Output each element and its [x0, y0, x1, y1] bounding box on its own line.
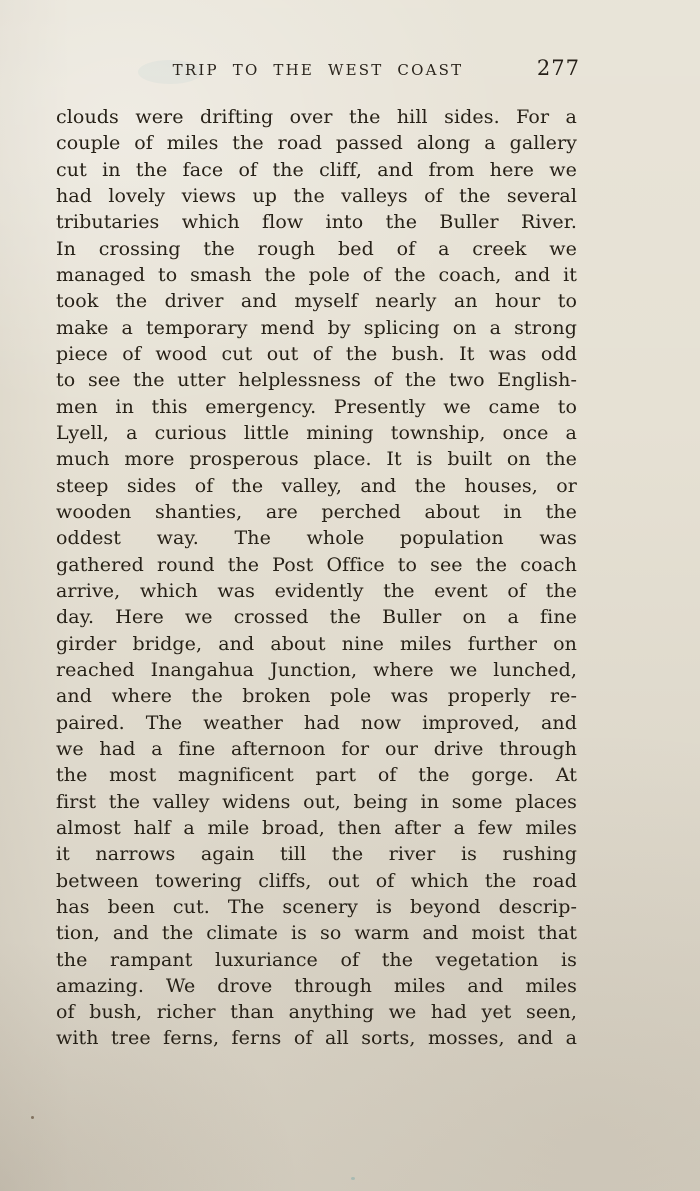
- text-line: In crossing the rough bed of a creek we: [56, 237, 577, 260]
- text-line: clouds were drifting over the hill sides. For a: [56, 106, 577, 128]
- text-line: reached Inangahua Junction, where we lunched,: [56, 658, 577, 681]
- paper-speck: [31, 1116, 34, 1119]
- page-number: 277: [536, 56, 580, 80]
- text-line: with tree ferns, ferns of all sorts, mosses, and a: [56, 1027, 577, 1050]
- text-line: paired. The weather had now improved, and: [56, 711, 577, 734]
- text-line: men in this emergency. Presently we came to: [56, 395, 577, 418]
- running-head-title: TRIP TO THE WEST COAST: [172, 61, 464, 79]
- text-line: took the driver and myself nearly an hour to: [56, 290, 577, 313]
- text-line: has been cut. The scenery is beyond descrip-: [56, 895, 577, 918]
- text-line: of bush, richer than anything we had yet seen,: [56, 1001, 577, 1024]
- text-line: first the valley widens out, being in some places: [56, 790, 577, 813]
- text-line: oddest way. The whole population was: [56, 527, 577, 550]
- text-line: tion, and the climate is so warm and moist that: [56, 922, 577, 945]
- text-line: Lyell, a curious little mining township, once a: [56, 421, 577, 444]
- text-line: couple of miles the road passed along a gallery: [56, 132, 577, 155]
- text-line: between towering cliffs, out of which the road: [56, 869, 577, 892]
- text-line: to see the utter helplessness of the two English-: [56, 369, 577, 392]
- text-line: gathered round the Post Office to see the coach: [56, 553, 577, 576]
- text-line: had lovely views up the valleys of the several: [56, 184, 577, 207]
- text-line: day. Here we crossed the Buller on a fine: [56, 606, 577, 629]
- text-line: girder bridge, and about nine miles further on: [56, 632, 577, 655]
- body-text: [56, 104, 577, 1052]
- text-line: the rampant luxuriance of the vegetation is: [56, 948, 577, 971]
- page-header: [56, 56, 580, 87]
- text-line: piece of wood cut out of the bush. It was odd: [56, 342, 577, 365]
- text-line: arrive, which was evidently the event of the: [56, 579, 577, 602]
- text-line: cut in the face of the cliff, and from here we: [56, 158, 577, 181]
- text-line: steep sides of the valley, and the houses, or: [56, 474, 577, 497]
- paper-speck-teal: [351, 1177, 355, 1180]
- text-line: amazing. We drove through miles and miles: [56, 974, 577, 997]
- text-line: we had a fine afternoon for our drive through: [56, 737, 577, 760]
- text-line: the most magnificent part of the gorge. At: [56, 764, 577, 787]
- text-line: it narrows again till the river is rushing: [56, 843, 577, 866]
- text-line: wooden shanties, are perched about in the: [56, 500, 577, 523]
- text-line: managed to smash the pole of the coach, and it: [56, 263, 577, 286]
- text-line: tributaries which flow into the Buller River.: [56, 211, 577, 234]
- text-line: almost half a mile broad, then after a few miles: [56, 816, 577, 839]
- text-line: and where the broken pole was properly re-: [56, 685, 577, 708]
- text-line: much more prosperous place. It is built on the: [56, 448, 577, 471]
- text-line: make a temporary mend by splicing on a strong: [56, 316, 577, 339]
